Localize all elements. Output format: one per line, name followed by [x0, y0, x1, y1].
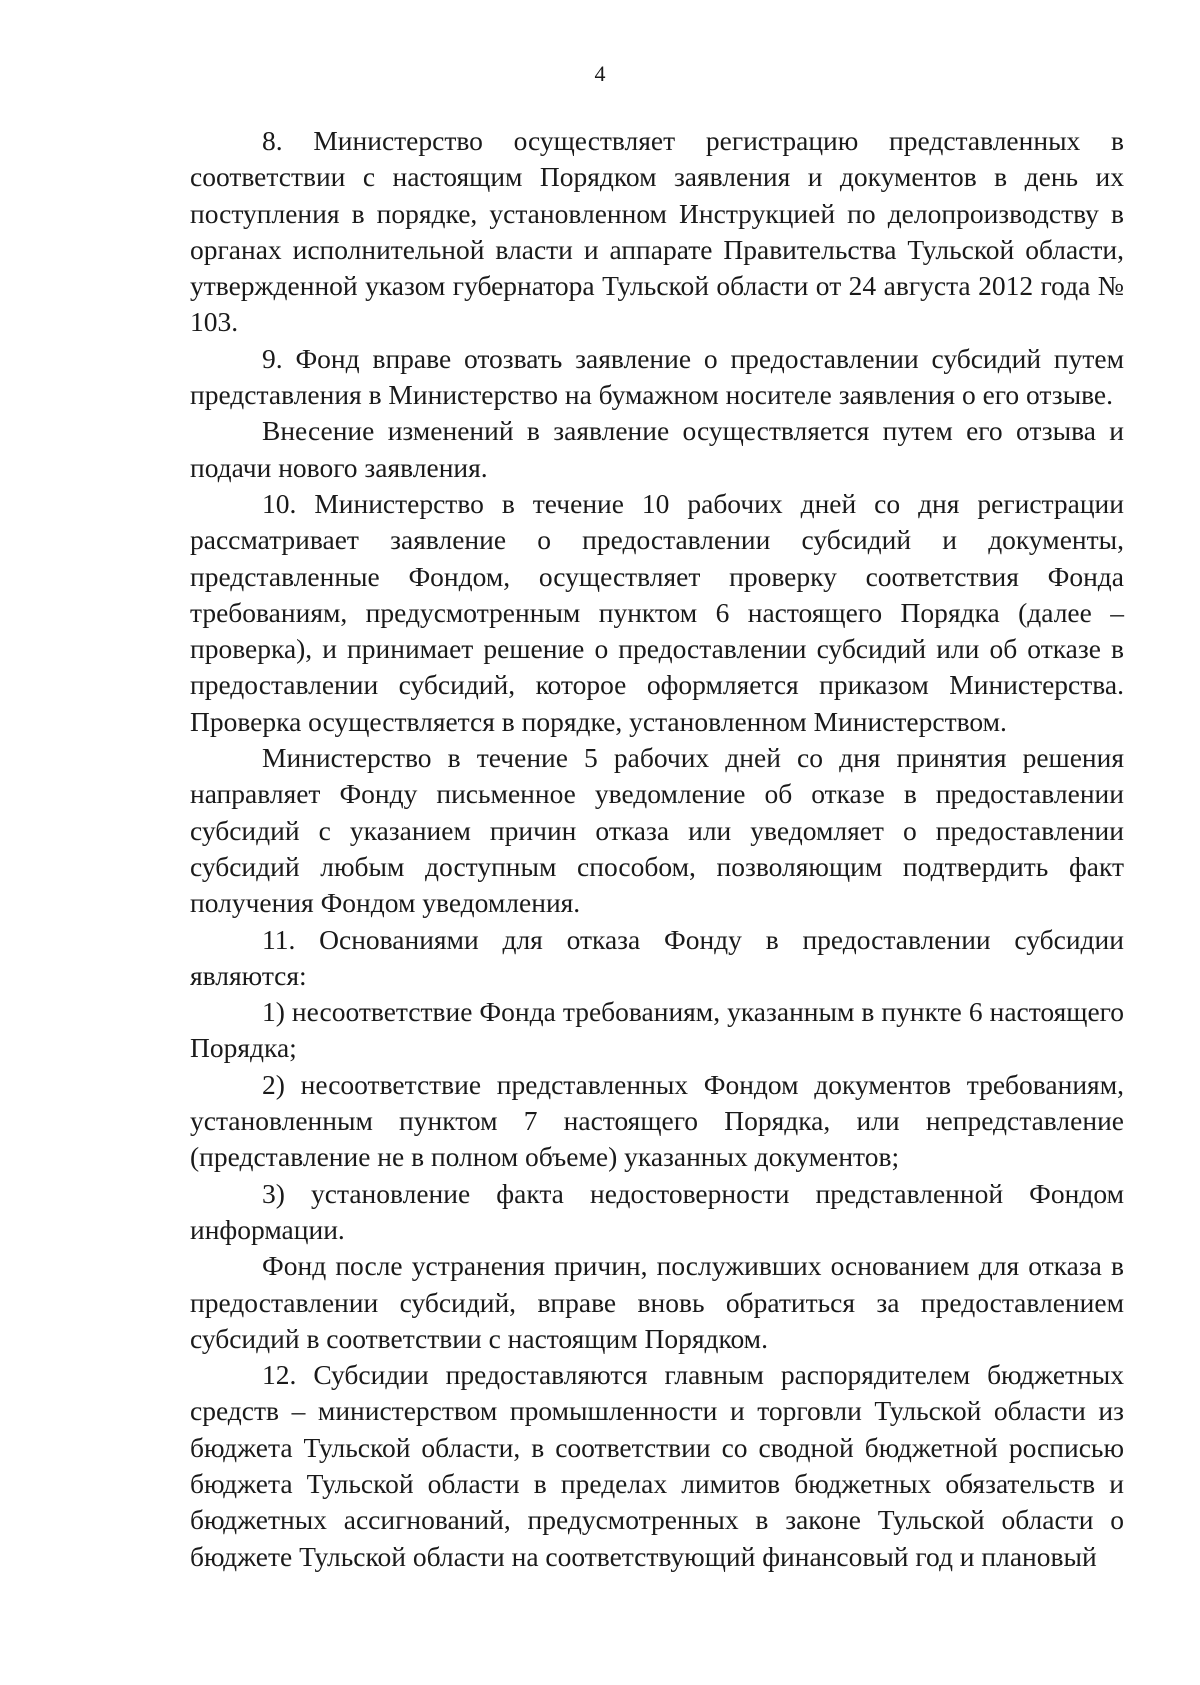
paragraph-10: 10. Министерство в течение 10 рабочих дней со дня регистрации рассматривает заявление о предоставлении субсидий и документы, представленные Фондом, осуществляет проверку соответствия Фонда требованиям, предусмотренным пунктом 6 настоящего Порядка (далее – проверка), и принимает решение о предоставлении субсидий или об отказе в предоставлении субсидий, которое оформляется приказом Министерства. Проверка осуществляется в порядке, установленном Министерством. [190, 487, 1124, 737]
paragraph-8: 8. Министерство осуществляет регистрацию представленных в соответствии с настоящим Порядком заявления и документов в день их поступления в порядке, установленном Инструкцией по делопроизводству в органах исполнительной власти и аппарате Правительства Тульской области, утвержденной указом губернатора Тульской области от 24 августа 2012 года № 103. [190, 125, 1124, 338]
document-body [190, 123, 1124, 1575]
paragraph-11: 11. Основаниями для отказа Фонду в предоставлении субсидии являются: [190, 923, 1124, 991]
paragraph-11-item-1: 1) несоответствие Фонда требованиям, указанным в пункте 6 настоящего Порядка; [190, 996, 1124, 1064]
paragraph-9: 9. Фонд вправе отозвать заявление о предоставлении субсидий путем представления в Министерство на бумажном носителе заявления о его отзыве. [190, 342, 1124, 411]
paragraph-11-reapply: Фонд после устранения причин, послуживших основанием для отказа в предоставлении субсидий, вправе вновь обратиться за предоставлением субсидий в соответствии с настоящим Порядком. [190, 1250, 1124, 1354]
paragraph-11-item-3: 3) установление факта недостоверности представленной Фондом информации. [190, 1177, 1124, 1245]
paragraph-12: 12. Субсидии предоставляются главным распорядителем бюджетных средств – министерством промышленности и торговли Тульской области из бюджета Тульской области, в соответствии со сводной бюджетной росписью бюджета Тульской области в пределах лимитов бюджетных обязательств и бюджетных ассигнований, предусмотренных в законе Тульской области о бюджете Тульской области на соответствующий финансовый год и плановый [190, 1359, 1124, 1572]
paragraph-9-amendment: Внесение изменений в заявление осуществляется путем его отзыва и подачи нового заявления. [190, 415, 1124, 483]
page-number: 4 [594, 61, 606, 86]
paragraph-10-notification: Министерство в течение 5 рабочих дней со дня принятия решения направляет Фонду письменное уведомление об отказе в предоставлении субсидий с указанием причин отказа или уведомляет о предоставлении субсидий любым доступным способом, позволяющим подтвердить факт получения Фондом уведомления. [190, 742, 1124, 919]
paragraph-11-item-2: 2) несоответствие представленных Фондом документов требованиям, установленным пунктом 7 настоящего Порядка, или непредставление (представление не в полном объеме) указанных документов; [190, 1068, 1124, 1173]
